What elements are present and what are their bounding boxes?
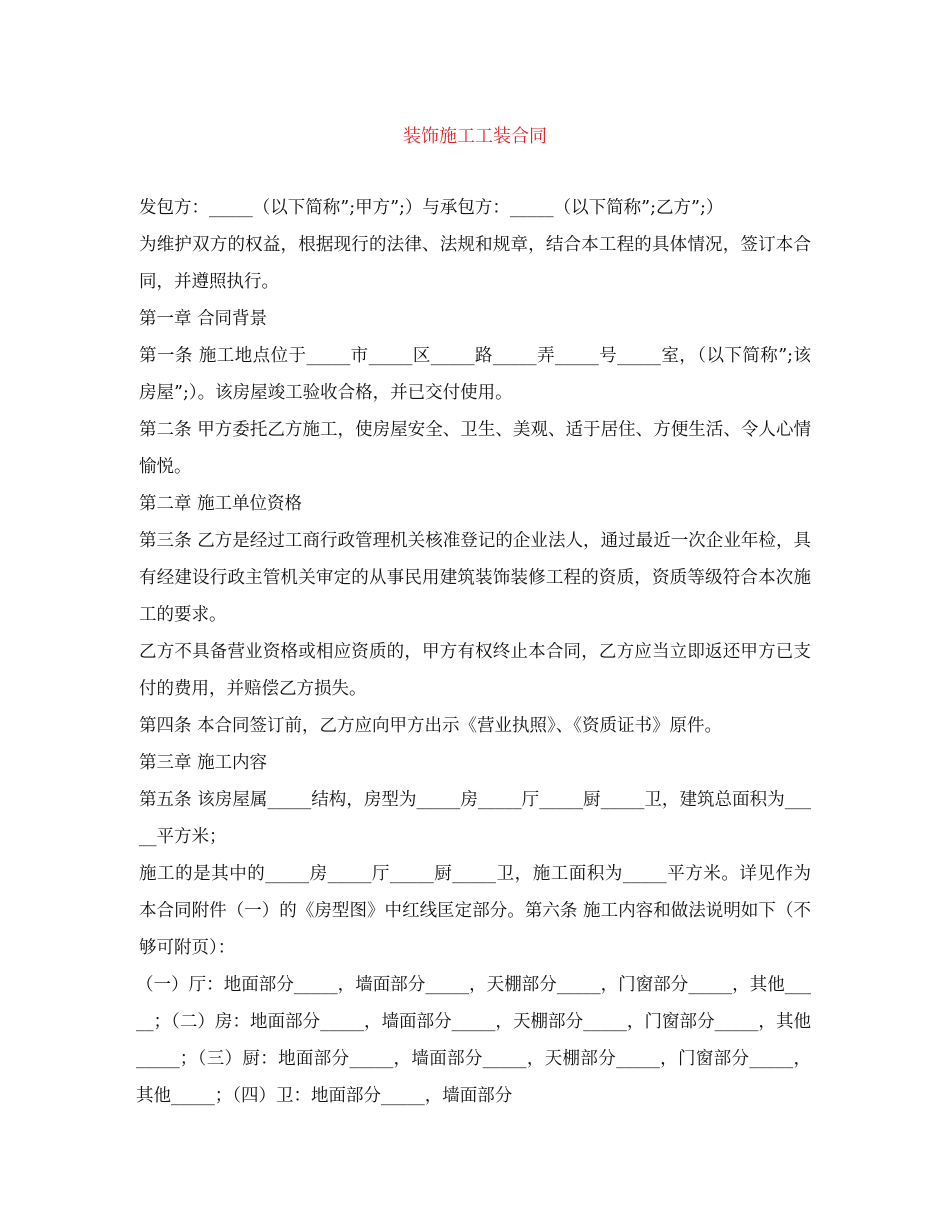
paragraph-parties: 发包方：_____（以下简称”;甲方”;）与承包方：_____（以下简称”;乙方”;）	[139, 198, 724, 218]
chapter-heading-2: 第二章 施工单位资格	[139, 494, 303, 514]
article-1: 第一条 施工地点位于_____市_____区_____路_____弄_____号_____室，（以下简称”;该房屋”;）。该房屋竣工验收合格，并已交付使用。	[139, 346, 811, 403]
chapter-heading-3: 第三章 施工内容	[139, 753, 268, 773]
article-3: 第三条 乙方是经过工商行政管理机关核准登记的企业法人，通过最近一次企业年检，具有经建设行政主管机关审定的从事民用建筑装饰装修工程的资质，资质等级符合本次施工的要求。	[139, 531, 811, 625]
article-6-items: （一）厅：地面部分_____，墙面部分_____，天棚部分_____，门窗部分_____，其他_____；（二）房：地面部分_____，墙面部分_____，天棚部分_____，门窗部分_____，其他_____；（三）厨：地面部分_____，墙面部分_____，天棚部分_____，门窗部分_____，其他_____；（四）卫：地面部分_____，墙面部分	[136, 975, 811, 1106]
article-2: 第二条 甲方委托乙方施工，使房屋安全、卫生、美观、适于居住、方便生活、令人心情愉悦。	[139, 420, 811, 477]
article-3-supplement: 乙方不具备营业资格或相应资质的，甲方有权终止本合同，乙方应当立即返还甲方已支付的费用，并赔偿乙方损失。	[139, 642, 811, 699]
document-title: 装饰施工工装合同	[403, 126, 547, 147]
chapter-heading-1: 第一章 合同背景	[139, 309, 268, 329]
article-5: 第五条 该房屋属_____结构，房型为_____房_____厅_____厨_____卫，建筑总面积为_____平方米；	[139, 790, 811, 847]
article-4: 第四条 本合同签订前，乙方应向甲方出示《营业执照》、《资质证书》原件。	[139, 716, 723, 736]
article-5-scope: 施工的是其中的_____房_____厅_____厨_____卫，施工面积为_____平方米。详见作为本合同附件（一）的《房型图》中红线匡定部分。第六条 施工内容和做法说明如下（不够可附页）：	[139, 864, 811, 958]
paragraph-preamble: 为维护双方的权益，根据现行的法律、法规和规章，结合本工程的具体情况，签订本合同，并遵照执行。	[139, 235, 811, 292]
document-body	[136, 190, 811, 1115]
